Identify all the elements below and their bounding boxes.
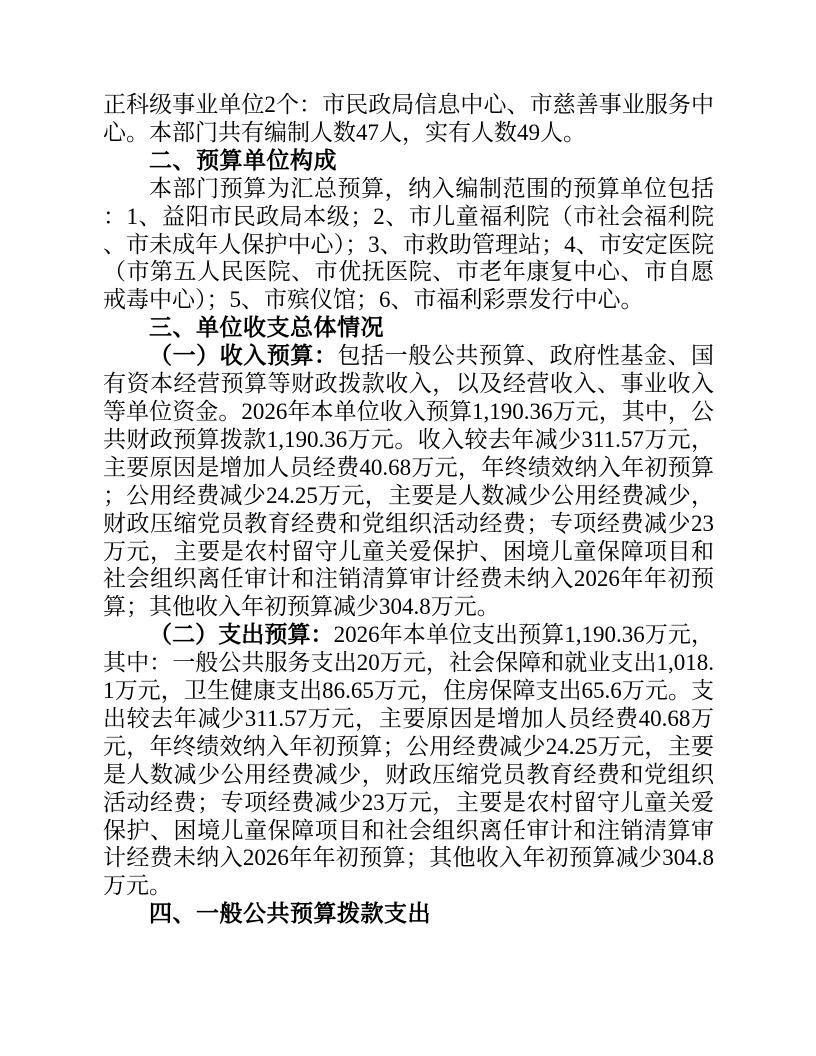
paragraph-staffing-continuation: 正科级事业单位2个：市民政局信息中心、市慈善事业服务中心。本部门共有编制人数47人，实有人数49人。	[103, 92, 714, 145]
paragraph-budget-units: 本部门预算为汇总预算，纳入编制范围的预算单位包括：1、益阳市民政局本级；2、市儿童福利院（市社会福利院、市未成年人保护中心）；3、市救助管理站；4、市安定医院（市第五人民医院、市优抚医院、市老年康复中心、市自愿戒毒中心）；5、市殡仪馆；6、市福利彩票发行中心。	[103, 175, 714, 313]
section-heading-general-budget-expenditure: 四、一般公共预算拨款支出	[149, 900, 431, 927]
section-heading-budget-units: 二、预算单位构成	[149, 146, 337, 173]
expenditure-budget-lead: （二）支出预算：	[149, 621, 334, 648]
paragraph-expenditure-budget	[103, 621, 714, 900]
paragraph-income-budget	[103, 342, 714, 621]
income-budget-body: 包括一般公共预算、政府性基金、国有资本经营预算等财政拨款收入，以及经营收入、事业收入等单位资金。2026年本单位收入预算1,190.36万元，其中，公共财政预算拨款1,190.36万元。收入较去年减少311.57万元，主要原因是增加人员经费40.68万元，年终绩效纳入年初预算；公用经费减少24.25万元，主要是人数减少公用经费减少，财政压缩党员教育经费和党组织活动经费；专项经费减少23万元，主要是农村留守儿童关爱保护、困境儿童保障项目和社会组织离任审计和注销清算审计经费未纳入2026年年初预算；其他收入年初预算减少304.8万元。	[103, 343, 715, 620]
expenditure-budget-body: 2026年本单位支出预算1,190.36万元，其中：一般公共服务支出20万元，社会保障和就业支出1,018.1万元，卫生健康支出86.65万元，住房保障支出65.6万元。支出较去年减少311.57万元，主要原因是增加人员经费40.68万元，年终绩效纳入年初预算；公用经费减少24.25万元，主要是人数减少公用经费减少，财政压缩党员教育经费和党组织活动经费；专项经费减少23万元，主要是农村留守儿童关爱保护、困境儿童保障项目和社会组织离任审计和注销清算审计经费未纳入2026年年初预算；其他收入年初预算减少304.8万元。	[103, 622, 715, 899]
document-content	[103, 91, 714, 928]
section-heading-overall-situation: 三、单位收支总体情况	[149, 314, 384, 341]
income-budget-lead: （一）收入预算：	[149, 342, 338, 369]
